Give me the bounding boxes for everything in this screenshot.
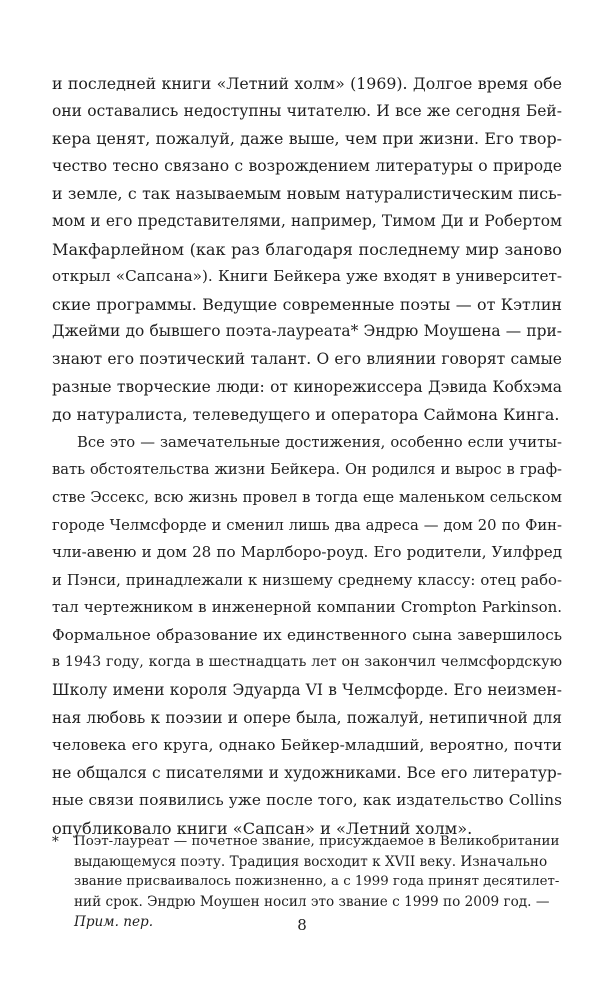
text-line: чли-авеню и дом 28 по Марлборо-роуд. Его родители, Уилфред [52, 543, 562, 562]
text-line: кера ценят, пожалуй, даже выше, чем при жизни. Его твор- [52, 129, 562, 149]
text-line: Школу имени короля Эдуарда VI в Челмсфорде. Его неизмен- [52, 681, 562, 700]
text-line: знают его поэтический талант. О его влиянии говорят самые [52, 349, 562, 368]
text-line: тал чертежником в инженерной компании Crompton Parkinson. [52, 598, 562, 617]
text-line: открыл «Сапсана»). Книги Бейкера уже входят в университет- [52, 267, 562, 286]
text-line: они оставались недоступны читателю. И все же сегодня Бей- [52, 101, 562, 120]
text-line: не общался с писателями и художниками. Все его литератур- [52, 763, 562, 782]
paragraph-1 [52, 70, 562, 429]
text-line: и земле, с так называемым новым натуралистическим пись- [52, 184, 562, 204]
translator-note: Прим. пер. [74, 914, 154, 930]
text-line: ские программы. Ведущие современные поэты — от Кэтлин [52, 294, 562, 314]
text-line: до натуралиста, телеведущего и оператора Саймона Кинга. [52, 405, 560, 425]
text-line: человека его круга, однако Бейкер-младший, вероятно, почти [52, 736, 562, 755]
text-line: Формальное образование их единственного сына завершилось [52, 625, 562, 644]
footnote-line: выдающемуся поэту. Традиция восходит к XVII веку. Изначально [74, 854, 548, 870]
paragraph-2 [52, 429, 562, 843]
footnote-line: Поэт-лауреат — почетное звание, присуждаемое в Великобритании [74, 834, 560, 849]
text-line: городе Челмсфорде и сменил лишь два адреса — дом 20 по Фин- [52, 516, 562, 534]
page-number: 8 [297, 916, 307, 934]
footnote-line: ний срок. Эндрю Моушен носил это звание с 1999 по 2009 год. — [74, 894, 550, 910]
text-line: и последней книги «Летний холм» (1969). Долгое время обе [52, 74, 562, 93]
text-line: Макфарлейном (как раз благодаря последнему мир заново [52, 239, 562, 259]
text-line: разные творческие люди: от кинорежиссера Дэвида Кобхэма [52, 377, 562, 396]
text-line: ные связи появились уже после того, как издательство Collins [52, 791, 562, 810]
text-line: в 1943 году, когда в шестнадцать лет он закончил челмсфордскую [52, 654, 562, 671]
text-line: чество тесно связано с возрождением литературы о природе [52, 156, 562, 175]
footnote-line: звание присваивалось пожизненно, а с 1999 года принят десятилет- [74, 874, 560, 889]
text-line: мом и его представителями, например, Тимом Ди и Робертом [52, 211, 562, 230]
text-line: стве Эссекс, всю жизнь провел в тогда еще маленьком сельском [52, 488, 562, 506]
text-line: Все это — замечательные достижения, особенно если учиты- [77, 433, 562, 451]
text-line: вать обстоятельства жизни Бейкера. Он родился и вырос в граф- [52, 461, 562, 479]
text-line: опубликовало книги «Сапсан» и «Летний холм». [52, 819, 473, 839]
page-body [52, 70, 562, 843]
text-line: Джейми до бывшего поэта-лауреата* Эндрю Моушена — при- [52, 322, 562, 341]
footnote-marker: * [52, 834, 59, 850]
text-line: и Пэнси, принадлежали к низшему среднему классу: отец рабо- [52, 571, 562, 589]
text-line: ная любовь к поэзии и опере была, пожалуй, нетипичной для [52, 708, 562, 727]
